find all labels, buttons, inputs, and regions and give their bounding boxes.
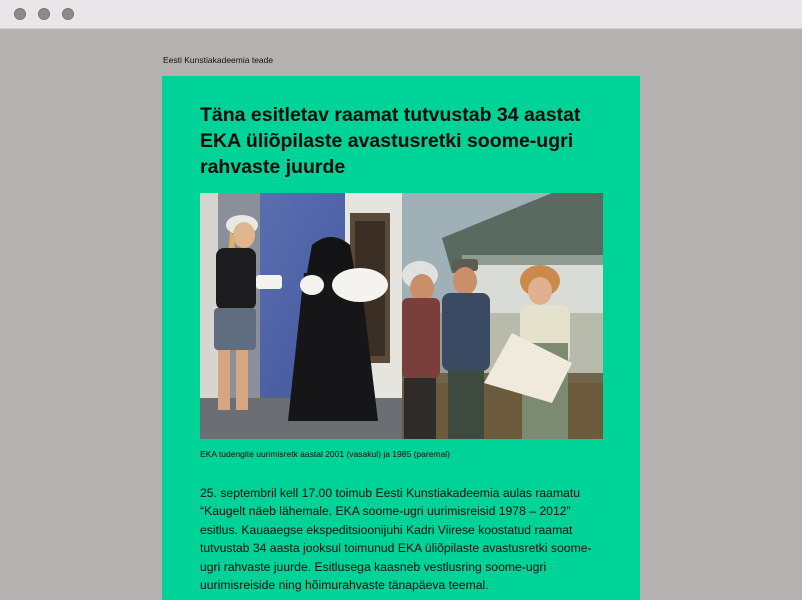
newsletter-card bbox=[162, 76, 640, 600]
newsletter-headline: Täna esitletav raamat tutvustab 34 aastat EKA üliõpilaste avastusretki soome-ugri rahvaste juurde bbox=[200, 104, 581, 178]
photo-caption: EKA tudengite uurimisretk aastal 2001 (vasakul) ja 1985 (paremal) bbox=[200, 449, 450, 459]
expedition-photo-2001 bbox=[200, 193, 402, 439]
email-sender: Eesti Kunstiakadeemia teade bbox=[163, 55, 274, 65]
newsletter-body: 25. septembril kell 17.00 toimub Eesti Kunstiakadeemia aulas raamatu “Kaugelt näeb lähemale. EKA soome-ugri uurimisreisid 1978 – 2012” esitlus. Kauaaegse ekspeditsioonijuhi Kadri Viirese koostatud raamat tutvustab 34 aasta jooksul toimunud EKA üliõpilaste avastusretki soome-ugri rahvaste juurde. Esitlusega kaasneb vestlusring soome-ugri uurimisreiside ning hõimurahvaste tänapäeva teemal. bbox=[200, 486, 592, 593]
maximize-window-button[interactable] bbox=[62, 8, 74, 20]
expedition-photo-1985 bbox=[402, 193, 603, 439]
email-viewport[interactable] bbox=[0, 29, 802, 600]
minimize-window-button[interactable] bbox=[38, 8, 50, 20]
window-titlebar bbox=[0, 0, 802, 29]
photo-pair bbox=[200, 193, 603, 439]
close-window-button[interactable] bbox=[14, 8, 26, 20]
